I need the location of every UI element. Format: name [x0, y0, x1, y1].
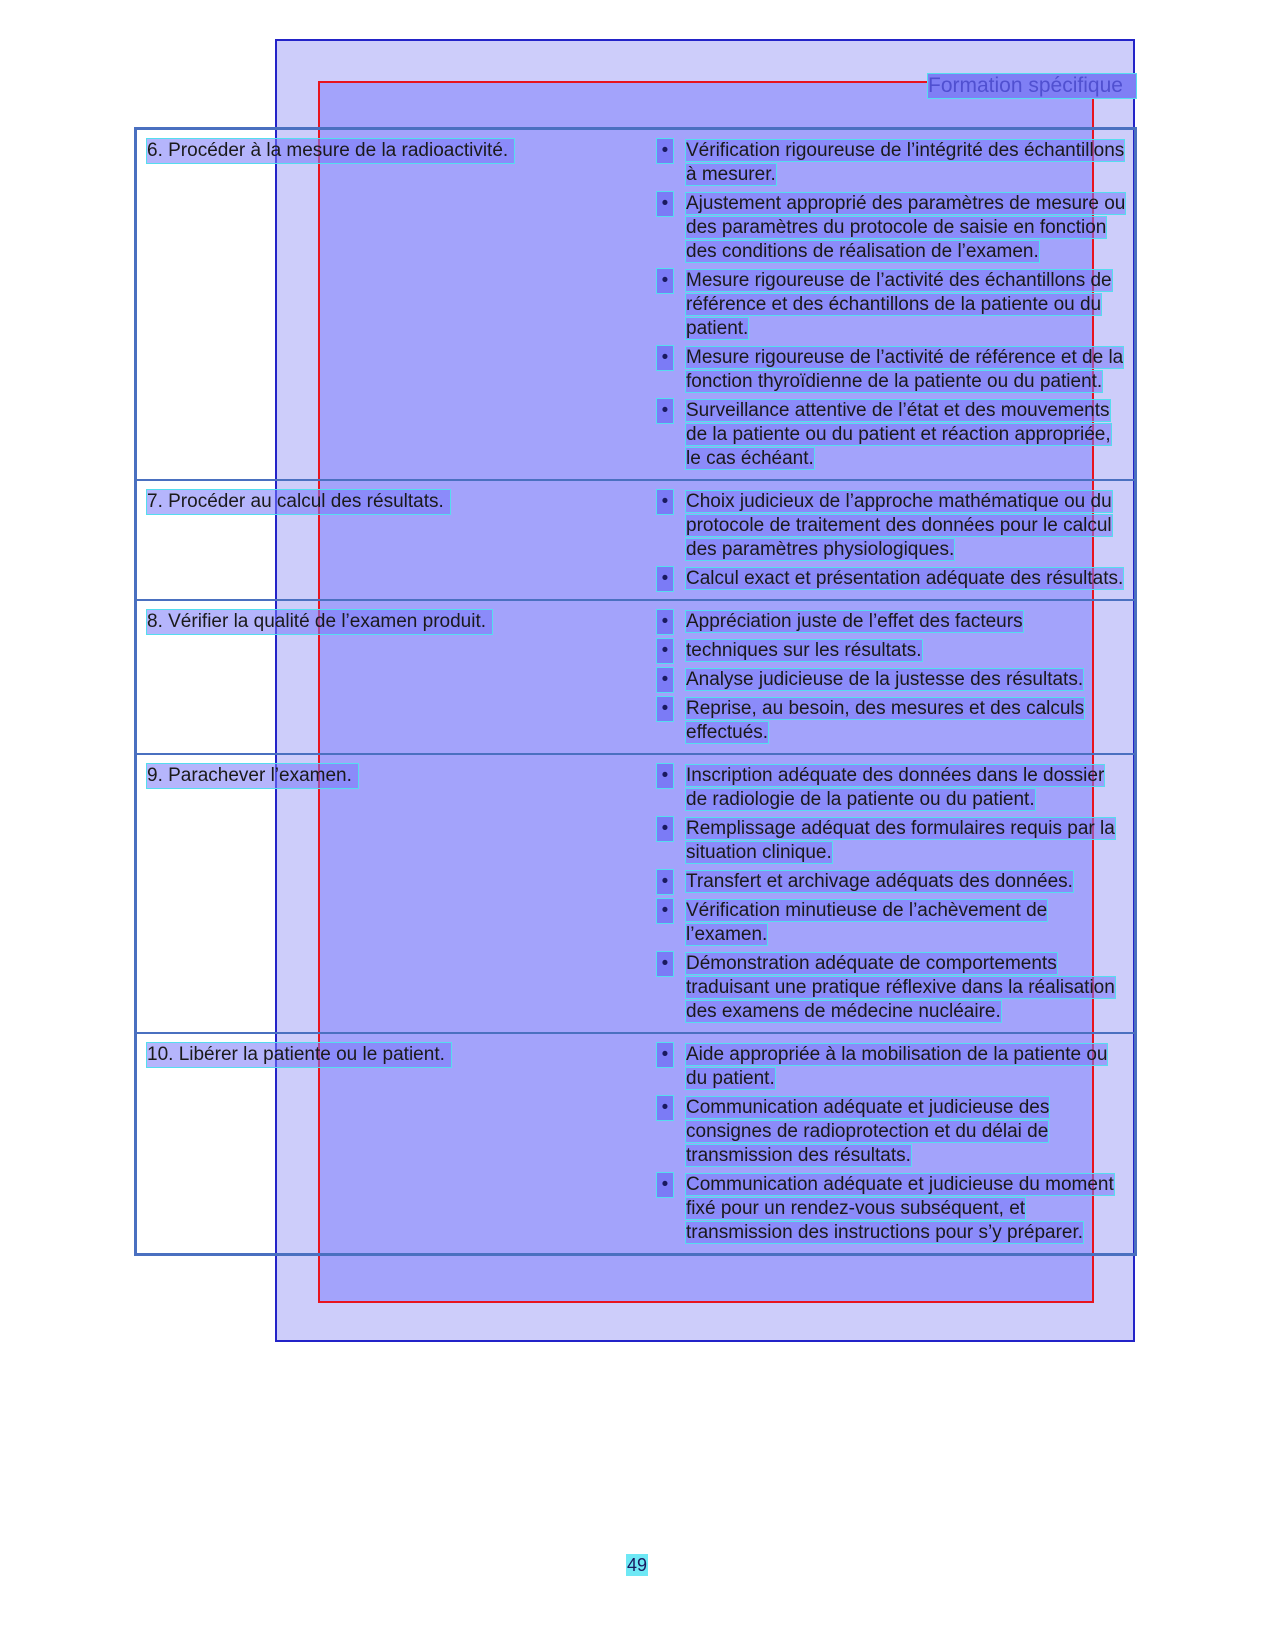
list-item	[657, 399, 1126, 471]
criterion-text: Communication adéquate et judicieuse des consignes de radioprotection et du délai de transmission des résultats.	[686, 1097, 1050, 1166]
criterion-text: Aide appropriée à la mobilisation de la patiente ou du patient.	[686, 1044, 1108, 1089]
criteria-cell	[647, 754, 1136, 1033]
list-item	[657, 697, 1126, 745]
list-item	[657, 610, 1126, 634]
criteria-cell	[647, 600, 1136, 754]
task-cell	[136, 480, 648, 600]
criterion-text: Vérification rigoureuse de l’intégrité des échantillons à mesurer.	[686, 140, 1125, 185]
task-label: 8. Vérifier la qualité de l’examen produit.	[147, 610, 492, 634]
table-row	[136, 1033, 1136, 1255]
criteria-list	[657, 139, 1126, 471]
list-item	[657, 668, 1126, 692]
criterion-text: Analyse judicieuse de la justesse des résultats.	[686, 669, 1084, 690]
list-item	[657, 870, 1126, 894]
criteria-cell	[647, 129, 1136, 481]
page-header-title: Formation spécifique	[928, 74, 1136, 98]
task-cell	[136, 754, 648, 1033]
list-item	[657, 899, 1126, 947]
list-item	[657, 490, 1126, 562]
task-label: 6. Procéder à la mesure de la radioactivité.	[147, 139, 514, 163]
criterion-text: Démonstration adéquate de comportements traduisant une pratique réflexive dans la réalisation des examens de médecine nucléaire.	[686, 953, 1115, 1022]
criterion-text: Vérification minutieuse de l’achèvement de l’examen.	[686, 900, 1048, 945]
criterion-text: Transfert et archivage adéquats des données.	[686, 871, 1073, 892]
list-item	[657, 817, 1126, 865]
table-row	[136, 129, 1136, 481]
criterion-text: Remplissage adéquat des formulaires requis par la situation clinique.	[686, 818, 1115, 863]
list-item	[657, 139, 1126, 187]
criterion-text: Mesure rigoureuse de l’activité des échantillons de référence et des échantillons de la patiente ou du patient.	[686, 270, 1112, 339]
criteria-list	[657, 1043, 1126, 1245]
criteria-cell	[647, 1033, 1136, 1255]
criterion-text: Ajustement approprié des paramètres de mesure ou des paramètres du protocole de saisie en fonction des conditions de réalisation de l’examen.	[686, 193, 1126, 262]
table-row	[136, 480, 1136, 600]
list-item	[657, 1043, 1126, 1091]
criteria-list	[657, 490, 1126, 591]
list-item	[657, 346, 1126, 394]
table-row	[136, 600, 1136, 754]
task-cell	[136, 600, 648, 754]
criterion-text: Inscription adéquate des données dans le dossier de radiologie de la patiente ou du patient.	[686, 765, 1105, 810]
list-item	[657, 269, 1126, 341]
criterion-text: Reprise, au besoin, des mesures et des calculs effectués.	[686, 698, 1085, 743]
performance-criteria-table	[134, 127, 1137, 1256]
criteria-list	[657, 764, 1126, 1024]
criterion-text: Calcul exact et présentation adéquate des résultats.	[686, 568, 1124, 589]
criteria-cell	[647, 480, 1136, 600]
criterion-text: Appréciation juste de l’effet des facteurs	[686, 611, 1023, 632]
task-cell	[136, 129, 648, 481]
criterion-text: techniques sur les résultats.	[686, 640, 922, 661]
task-label: 7. Procéder au calcul des résultats.	[147, 490, 450, 514]
list-item	[657, 567, 1126, 591]
page-number: 49	[626, 1555, 648, 1575]
table-row	[136, 754, 1136, 1033]
list-item	[657, 1096, 1126, 1168]
list-item	[657, 1173, 1126, 1245]
list-item	[657, 952, 1126, 1024]
task-label: 10. Libérer la patiente ou le patient.	[147, 1043, 451, 1067]
criteria-list	[657, 610, 1126, 745]
list-item	[657, 639, 1126, 663]
criterion-text: Mesure rigoureuse de l’activité de référence et de la fonction thyroïdienne de la patiente ou du patient.	[686, 347, 1124, 392]
task-cell	[136, 1033, 648, 1255]
criterion-text: Communication adéquate et judicieuse du moment fixé pour un rendez-vous subséquent, et transmission des instructions pour s’y préparer.	[686, 1174, 1114, 1243]
criterion-text: Choix judicieux de l’approche mathématique ou du protocole de traitement des données pour le calcul des paramètres physiologiques.	[686, 491, 1112, 560]
criterion-text: Surveillance attentive de l’état et des mouvements de la patiente ou du patient et réaction appropriée, le cas échéant.	[686, 400, 1111, 469]
list-item	[657, 192, 1126, 264]
task-label: 9. Parachever l’examen.	[147, 764, 358, 788]
list-item	[657, 764, 1126, 812]
